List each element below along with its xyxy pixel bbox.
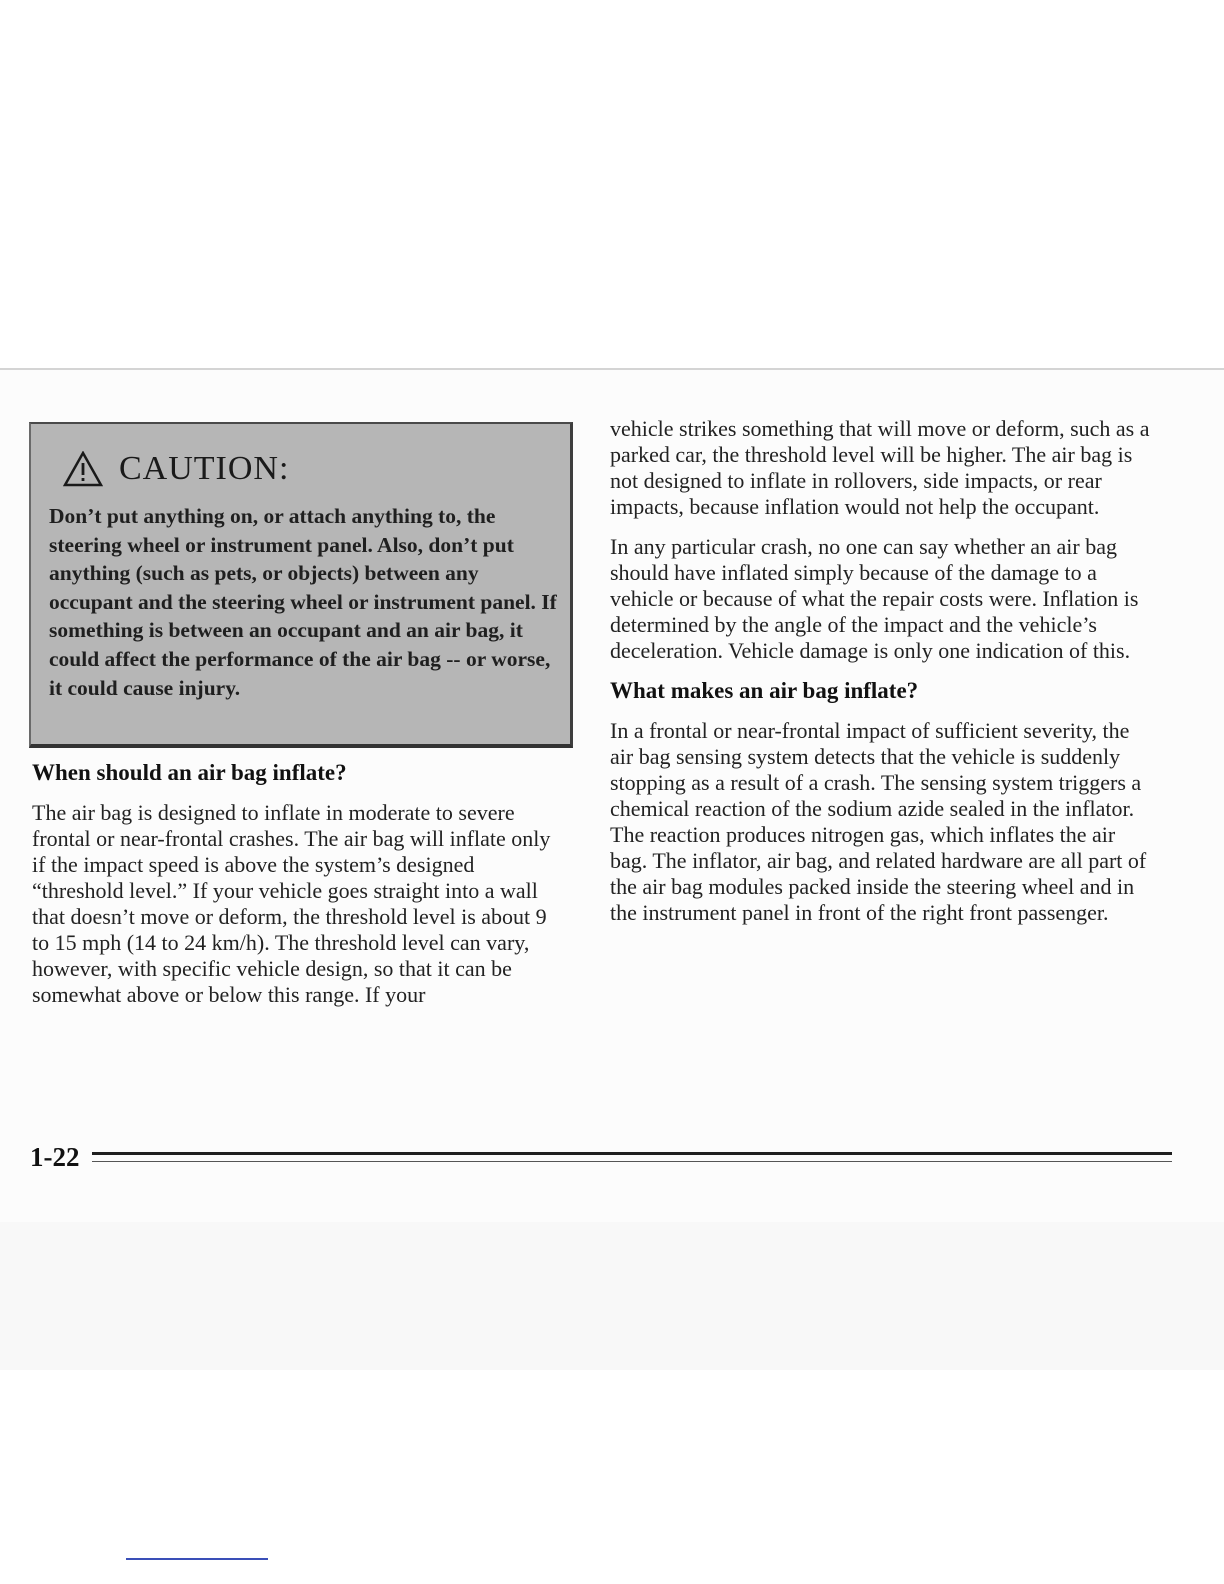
right-paragraph-2: In any particular crash, no one can say whether an air bag should have inflated simply because of the damage to a vehicle or because of what the repair costs were. Inflation is determined by the angle of the impact and the vehicle’s deceleration. Vehicle damage is only one indication of this. bbox=[610, 534, 1139, 663]
bottom-divider bbox=[126, 1558, 268, 1560]
right-paragraph-3: In a frontal or near-frontal impact of sufficient severity, the air bag sensing system detects that the vehicle is suddenly stopping as a result of a crash. The sensing system triggers a chemical reaction of the sodium azide sealed in the inflator. The reaction produces nitrogen gas, which inflates the air bag. The inflator, air bag, and related hardware are all part of the air bag modules packed inside the steering wheel and in the instrument panel in front of the right front passenger. bbox=[610, 718, 1147, 925]
left-heading: When should an air bag inflate? bbox=[32, 760, 347, 785]
left-paragraph: The air bag is designed to inflate in moderate to severe frontal or near-frontal crashes. The air bag will inflate only if the impact speed is above the system’s designed “threshold level.” If your vehicle goes straight into a wall that doesn’t move or deform, the threshold level is about 9 to 15 mph (14 to 24 km/h). The threshold level can vary, however, with specific vehicle design, so that it can be somewhat above or below this range. If your bbox=[32, 800, 551, 1007]
caution-text: Don’t put anything on, or attach anything to, the steering wheel or instrument panel. Also, don’t put anything (such as pets, or objects) between any occupant and the steering wheel or instrument panel. If something is between an occupant and an air bag, it could affect the performance of the air bag -- or worse, it could cause injury. bbox=[49, 504, 557, 700]
left-column bbox=[32, 760, 560, 1022]
warning-triangle-icon bbox=[63, 451, 103, 487]
right-heading: What makes an air bag inflate? bbox=[610, 678, 919, 703]
caution-title: CAUTION: bbox=[119, 450, 290, 487]
footer-rule bbox=[92, 1152, 1172, 1155]
page-lower-margin bbox=[0, 1222, 1224, 1370]
page-footer bbox=[30, 1140, 1148, 1172]
right-paragraph-1: vehicle strikes something that will move or deform, such as a parked car, the threshold level will be higher. The air bag is not designed to inflate in rollovers, side impacts, or rear impacts, because inflation would not help the occupant. bbox=[610, 416, 1150, 519]
page-number: 1-22 bbox=[30, 1142, 80, 1172]
footer-rule-thin bbox=[92, 1161, 1172, 1162]
right-column bbox=[610, 416, 1150, 940]
caution-heading bbox=[63, 450, 289, 488]
caution-box bbox=[29, 422, 573, 748]
